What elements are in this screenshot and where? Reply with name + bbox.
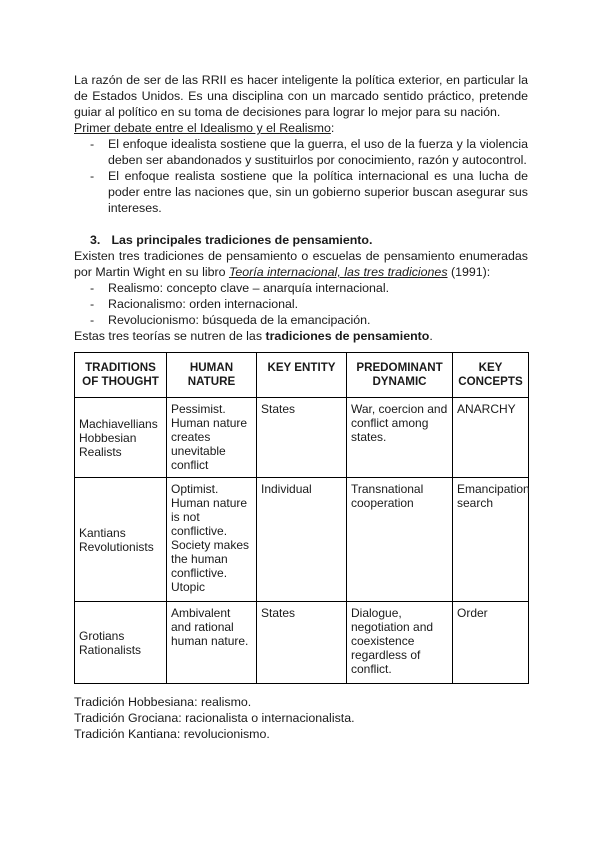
list-item: - El enfoque idealista sostiene que la guerra, el uso de la fuerza y la violencia deben ser abandonados y sustituirlos por conocimiento, razón y autocontrol. (74, 136, 528, 168)
footer-notes (74, 694, 528, 742)
table-cell: War, coercion and conflict among states. (347, 398, 453, 478)
header-key-concepts: KEY CONCEPTS (453, 353, 529, 398)
table-row (75, 478, 529, 602)
table-cell: Ambivalent and rational human nature. (167, 602, 257, 684)
list-item: - Revolucionismo: búsqueda de la emancipación. (74, 312, 528, 328)
closing-sentence (74, 328, 528, 344)
table-cell: Pessimist. Human nature creates unevitable conflict (167, 398, 257, 478)
document-page (74, 72, 528, 742)
table-cell: States (257, 398, 347, 478)
debate-colon: : (330, 121, 335, 135)
closing-suffix: . (429, 329, 433, 343)
section-heading (74, 232, 528, 248)
traditions-table (74, 352, 529, 684)
traditions-list (74, 280, 528, 328)
section-number: 3. (90, 233, 101, 247)
intro-paragraph: La razón de ser de las RRII es hacer inteligente la política exterior, en particular la de Estados Unidos. Es una disciplina con un marcado sentido práctico, pretende guiar al político en su toma de decisiones para lograr lo mejor para su nación. (74, 73, 528, 119)
table-cell: Transnational cooperation (347, 478, 453, 602)
debate-heading (74, 120, 528, 136)
header-key-entity: KEY ENTITY (257, 353, 347, 398)
table-cell: States (257, 602, 347, 684)
list-item: - Racionalismo: orden internacional. (74, 296, 528, 312)
table-cell: Kantians Revolutionists (75, 478, 167, 602)
list-item: - El enfoque realista sostiene que la política internacional es una lucha de poder entre las naciones que, sin un gobierno superior buscan asegurar sus intereses. (74, 168, 528, 216)
footer-line: Tradición Hobbesiana: realismo. (74, 695, 252, 709)
footer-line: Tradición Kantiana: revolucionismo. (74, 727, 270, 741)
table-cell: Grotians Rationalists (75, 602, 167, 684)
header-human-nature: HUMAN NATURE (167, 353, 257, 398)
closing-prefix: Estas tres teorías se nutren de las (74, 329, 263, 343)
footer-line: Tradición Grociana: racionalista o internacionalista. (74, 711, 355, 725)
header-predominant-dynamic: PREDOMINANT DYNAMIC (347, 353, 453, 398)
table-row (75, 602, 529, 684)
table-header-row (75, 353, 529, 398)
list-item: - Realismo: concepto clave – anarquía internacional. (74, 280, 528, 296)
table-cell: Emancipation search (453, 478, 529, 602)
section-intro (74, 248, 528, 280)
header-traditions: TRADITIONS OF THOUGHT (75, 353, 167, 398)
table-cell: Optimist. Human nature is not conflictive. Society makes the human conflictive. Utopic (167, 478, 257, 602)
table-cell: ANARCHY (453, 398, 529, 478)
table-cell: Order (453, 602, 529, 684)
table-row (75, 398, 529, 478)
table-cell: Dialogue, negotiation and coexistence regardless of conflict. (347, 602, 453, 684)
book-title: Teoría internacional, las tres tradiciones (228, 265, 448, 279)
debate-list (74, 136, 528, 216)
table-cell: Machiavellians Hobbesian Realists (75, 398, 167, 478)
section-intro-text: Existen tres tradiciones de pensamiento o escuelas de pensamiento enumeradas por Martin Wight en su libro (74, 249, 528, 279)
closing-bold: tradiciones de pensamiento (265, 329, 430, 343)
book-year: (1991): (447, 265, 491, 279)
debate-title: Primer debate entre el Idealismo y el Realismo (74, 121, 331, 135)
section-title: Las principales tradiciones de pensamiento. (111, 233, 373, 247)
table-cell: Individual (257, 478, 347, 602)
